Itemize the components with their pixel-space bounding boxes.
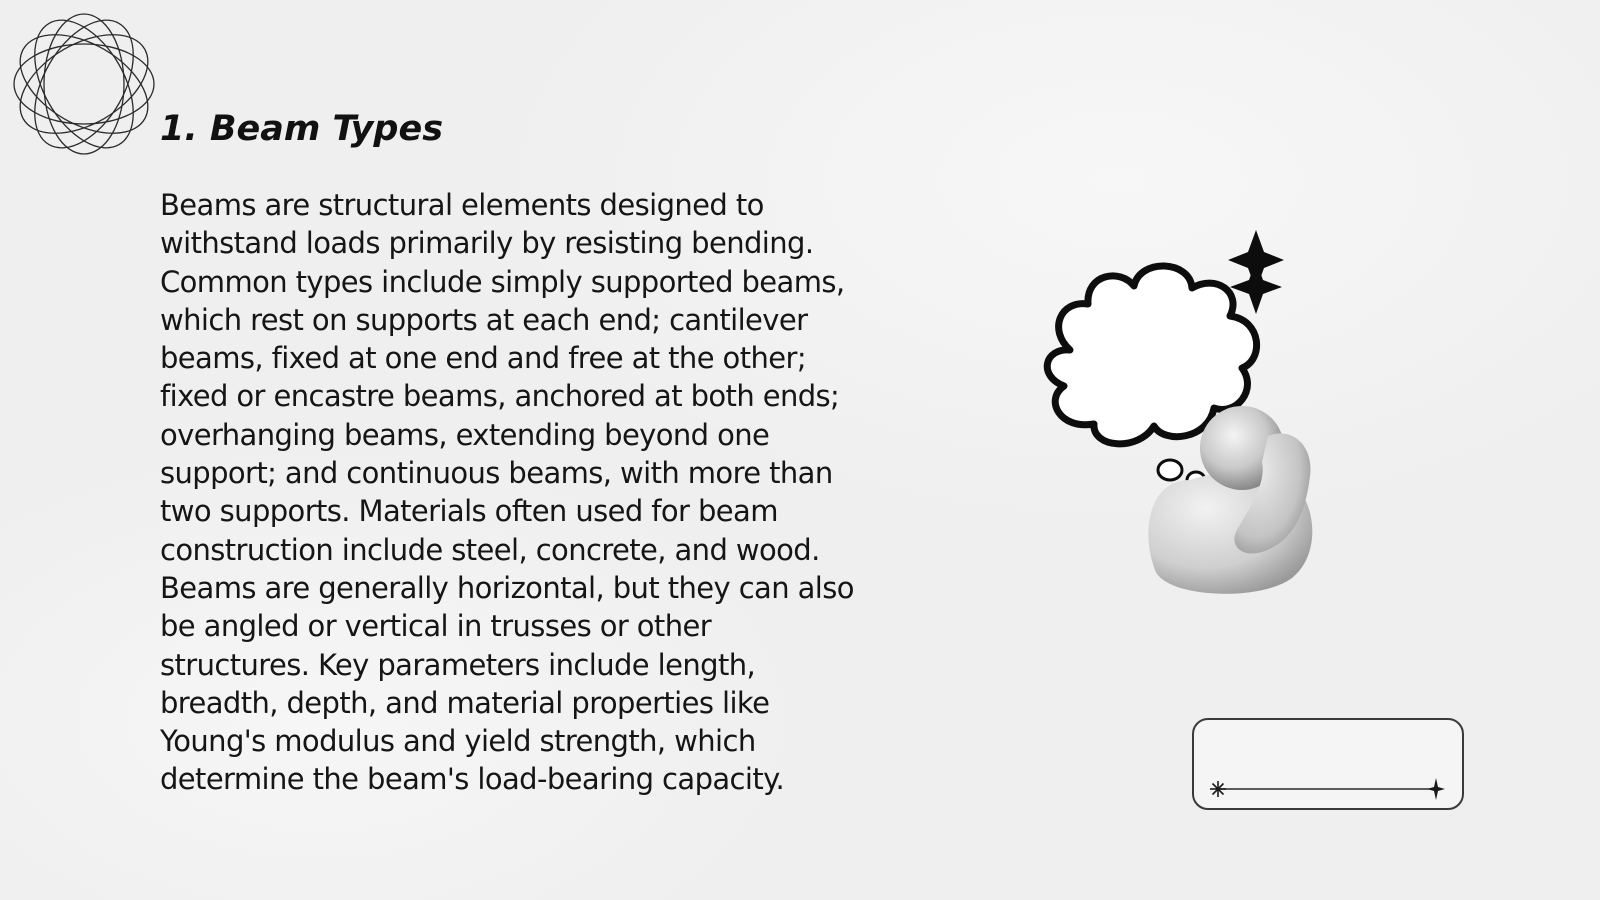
starburst-icon [1210,781,1226,797]
slide-title: 1. Beam Types [160,109,444,149]
body-paragraph: Beams are structural elements designed to withstand loads primarily by resisting bending. Common types include simply supported beams, which rest on supports at each end; cantilever beams, fixed at one end and free at the other; fixed or encastre beams, anchored at both ends; overhanging beams, extending beyond one support; and continuous beams, with more than two supports. Materials often used for beam construction include steel, concrete, and wood. Beams are generally horizontal, but they can also be angled or vertical in trusses or other structures. Key parameters include length, breadth, depth, and material properties like Young's modulus and yield strength, which determine the beam's load-bearing capacity. [160,188,854,797]
sparkle-icon [1228,230,1284,314]
thinking-person-icon [1030,230,1350,610]
spirograph-ring-icon [8,8,160,160]
crosshair-star-icon [1427,778,1445,800]
decorative-slider-frame [1192,718,1464,810]
